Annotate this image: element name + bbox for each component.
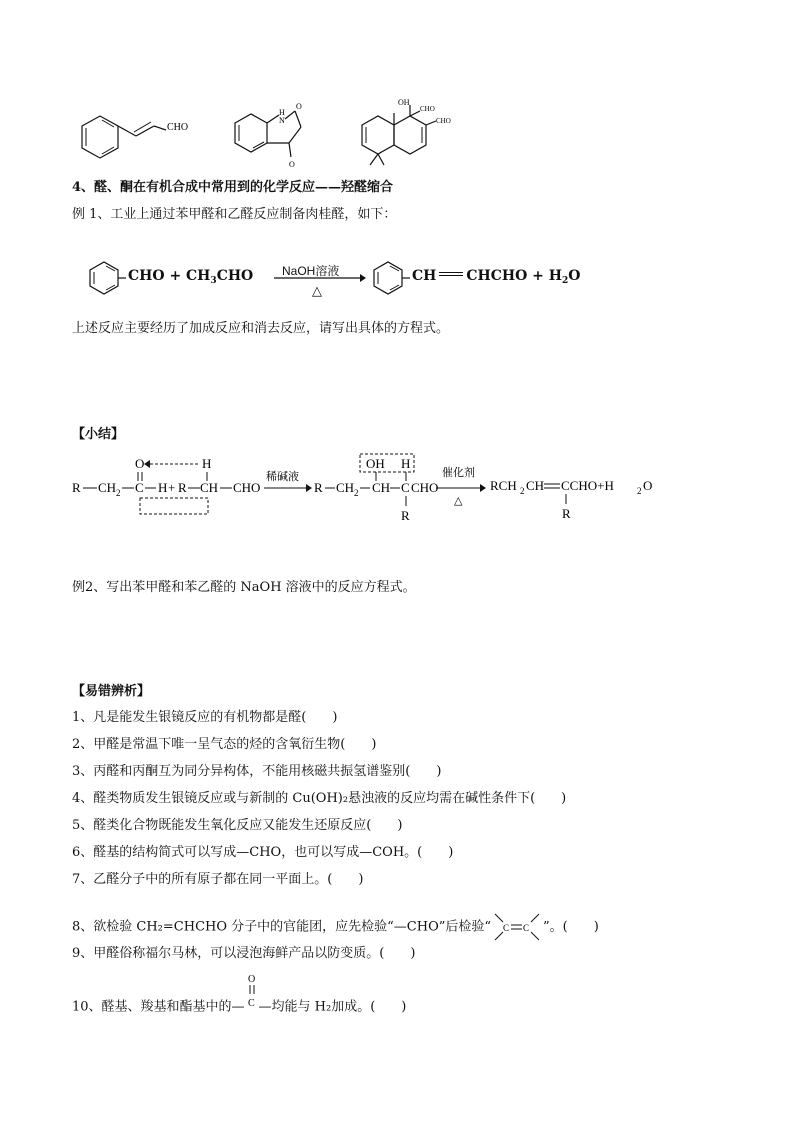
benzene-ring-right — [370, 260, 410, 296]
svg-text:△: △ — [454, 495, 463, 507]
error-item-1: 1、凡是能发生银镜反应的有机物都是醛( ) — [72, 710, 338, 725]
summary-heading: 【小结】 — [72, 427, 125, 442]
error-item-4: 4、醛类物质发生银镜反应或与新制的 Cu(OH)₂悬浊液的反应均需在碱性条件下( ) — [72, 791, 567, 806]
error-item-10: 10、醛基、羧基和酯基中的— O C —均能与 H₂加成。( ) — [72, 974, 407, 1015]
error-item-8: 8、欲检验 CH₂=CHCHO 分子中的官能团，应先检验“—CHO”后检验“ C C ”。( ) — [72, 918, 599, 937]
svg-text:稀碱液: 稀碱液 — [266, 471, 299, 483]
svg-text:催化剂: 催化剂 — [442, 467, 475, 479]
svg-text:CHO: CHO — [411, 480, 439, 495]
example2-question: 例2、写出苯甲醛和苯乙醛的 NaOH 溶液中的反应方程式。 — [72, 580, 416, 595]
svg-text:CH: CH — [526, 478, 545, 493]
aldol-summary-diagram — [70, 450, 660, 525]
lactam-structure — [225, 95, 335, 175]
svg-text:OH: OH — [366, 456, 385, 471]
svg-text:+: + — [168, 480, 176, 495]
example1-lhs: CHO + $CH_3CHO$ — [128, 268, 254, 286]
cho-label-2: CHO — [436, 117, 451, 125]
cho-label: CHO — [167, 122, 189, 133]
nh-h-label: H — [279, 108, 285, 117]
svg-text:CH: CH — [200, 480, 219, 495]
svg-text:R: R — [72, 480, 81, 495]
o-label-2: O — [289, 160, 295, 169]
svg-text:C: C — [247, 998, 255, 1009]
svg-text:O: O — [247, 974, 255, 985]
svg-text:O: O — [643, 478, 653, 493]
svg-text:R: R — [314, 480, 323, 495]
cc-double-bond-icon — [491, 910, 543, 944]
benzene-ring-left — [86, 260, 126, 296]
svg-text:H: H — [401, 456, 411, 471]
error-item-6: 6、醛基的结构简式可以写成—CHO，也可以写成—COH。( ) — [72, 845, 454, 860]
carbonyl-icon — [245, 972, 259, 1016]
cinnamaldehyde-structure — [70, 108, 200, 173]
condition-bottom: △ — [312, 284, 322, 299]
example1-rhs: CH CHCHO + $H_2O$ — [412, 268, 581, 286]
cho-label-1: CHO — [420, 105, 435, 113]
svg-text:RCH: RCH — [490, 478, 517, 493]
reaction-arrow — [274, 272, 366, 284]
error-item-7: 7、乙醛分子中的所有原子都在同一平面上。( ) — [72, 872, 364, 887]
svg-text:CHO: CHO — [233, 480, 261, 495]
svg-text:H: H — [202, 456, 212, 471]
condition-top: NaOH溶液 — [282, 264, 340, 278]
svg-text:2: 2 — [637, 486, 642, 496]
svg-text:CH: CH — [98, 480, 117, 495]
svg-text:C: C — [523, 923, 530, 933]
svg-text:CH: CH — [336, 480, 355, 495]
section4-title: 4、醛、酮在有机合成中常用到的化学反应——羟醛缩合 — [72, 180, 394, 195]
example1-question: 上述反应主要经历了加成反应和消去反应，请写出具体的方程式。 — [72, 321, 450, 336]
svg-text:O: O — [135, 456, 145, 471]
error-item-3: 3、丙醛和丙酮互为同分异构体，不能用核磁共振氢谱鉴别( ) — [72, 764, 442, 779]
svg-text:R: R — [401, 508, 410, 523]
oh-label: OH — [398, 98, 410, 107]
bicyclic-structure — [350, 95, 460, 185]
svg-text:C: C — [503, 923, 510, 933]
svg-text:2: 2 — [520, 486, 525, 496]
example1-intro: 例 1、工业上通过苯甲醛和乙醛反应制备肉桂醛，如下： — [72, 207, 397, 222]
svg-text:2: 2 — [116, 488, 121, 498]
svg-text:C: C — [401, 480, 410, 495]
svg-text:C: C — [135, 480, 144, 495]
svg-text:2: 2 — [354, 488, 359, 498]
svg-text:R: R — [562, 506, 571, 521]
svg-text:R: R — [178, 480, 187, 495]
error-item-2: 2、甲醛是常温下唯一呈气态的烃的含氧衍生物( ) — [72, 737, 377, 752]
svg-text:H: H — [158, 480, 168, 495]
svg-text:CH: CH — [372, 480, 391, 495]
n-label: N — [279, 116, 285, 125]
o-label: O — [296, 102, 302, 111]
error-item-5: 5、醛类化合物既能发生氧化反应又能发生还原反应( ) — [72, 818, 403, 833]
svg-text:CCHO+H: CCHO+H — [561, 478, 614, 493]
error-item-9: 9、甲醛俗称福尔马林，可以浸泡海鲜产品以防变质。( ) — [72, 946, 416, 961]
errors-heading: 【易错辨析】 — [72, 684, 151, 699]
